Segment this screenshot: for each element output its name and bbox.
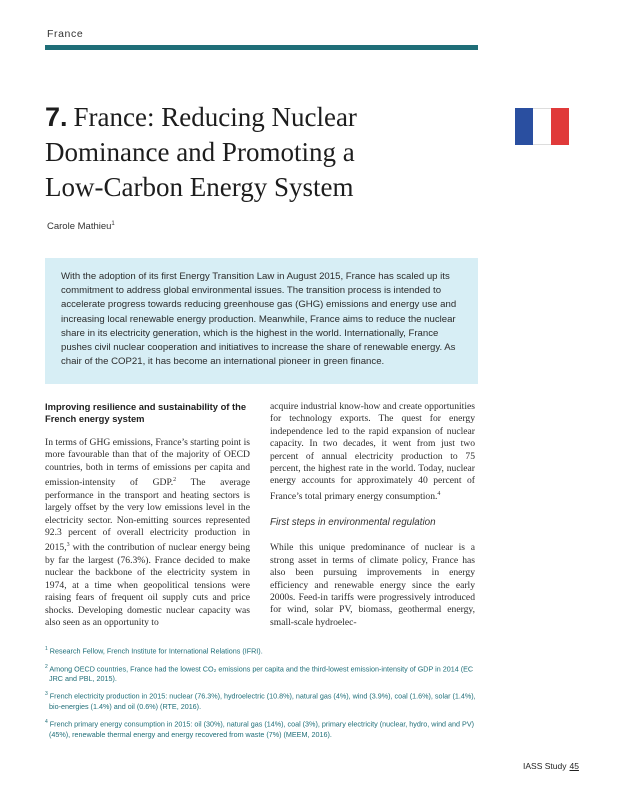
- footnote-ref-2[interactable]: 2: [173, 477, 177, 484]
- author-name: Carole Mathieu: [47, 221, 112, 233]
- left-column: [45, 401, 250, 629]
- footnote-1: $^1$ Research Fellow, French Institute for International Relations (IFRI).: [45, 646, 263, 656]
- right-column: [270, 401, 475, 629]
- french-flag-icon: [515, 108, 569, 145]
- title-line-2: Dominance and Promoting a: [45, 137, 355, 167]
- flag-red-band: [551, 108, 569, 145]
- header-rule: [45, 45, 478, 50]
- subheading: First steps in environmental regulation: [270, 517, 436, 529]
- author-note-ref: 1: [111, 221, 115, 227]
- footer-label: IASS Study: [523, 761, 567, 771]
- paragraph-3: While this unique predominance of nuclear is a strong asset in terms of climate policy, France has also been pursuing improvements in energy efficiency and renewable energy since the early 2000s. Feed-in tariffs were progressively introduced for wind, solar PV, biomass, geothermal energy, small-scale hydroelec-: [270, 542, 475, 628]
- title-line-1: France: Reducing Nuclear: [73, 102, 357, 132]
- footnote-4: $^4$ French primary energy consumption in 2015: oil (30%), natural gas (14%), coal (3%), primary electricity (nuclear, hydro, wind and PV) (45%), renewable thermal energy and energy recovered from waste (7%) (MEEM, 2016).: [45, 719, 475, 739]
- footnote-3: $^3$ French electricity production in 2015: nuclear (76.3%), hydroelectric (10.8%), natural gas (4%), wind (3.9%), coal (1.6%), solar (1.4%), bio-energies (1.4%) and oil (0.6%) (RTE, 2016).: [45, 691, 476, 711]
- page-number: 45: [569, 761, 579, 771]
- title-line-3: Low-Carbon Energy System: [45, 172, 354, 202]
- section-heading: Improving resilience and sustainability of the French energy system: [45, 401, 247, 424]
- abstract-box: [45, 258, 478, 384]
- page-footer: [523, 761, 579, 771]
- abstract-text: With the adoption of its first Energy Transition Law in August 2015, France has scaled up its commitment to address global environmental issues. The transition process is intended to accelerate progress towards reducing greenhouse gas (GHG) emissions and energy use and increasing local renewable energy production. Meanwhile, France aims to reduce the nuclear share in its electricity generation, which is the highest in the world. Internationally, France pushes civil nuclear cooperation and initiatives to increase the share of renewable energy. As chair of the COP21, it has become an international pioneer in green finance.: [61, 271, 457, 368]
- footnote-2: $^2$ Among OECD countries, France had the lowest CO₂ emissions per capita and the third-lowest emission-intensity of GDP in 2014 (EC JRC and PBL, 2015).: [45, 663, 474, 684]
- paragraph-1: In terms of GHG emissions, France’s starting point is more favourable than that of the majority of OECD countries, both in terms of emissions per capita and emission-intensity of GDP.$^2$ The average performance in the transport and heating sectors is largely offset by the very low emissions level in the electricity sector. Non-emitting sources represented 92.3 percent of overall electricity production in 2015,$^3$ with the contribution of nuclear energy being by far the largest (76.3%). France decided to make nuclear the backbone of the electricity system in 1974, at a time when geopolitical tensions were raising fears of frequent oil supply cuts and price shocks. Developing domestic nuclear capacity was also seen as an opportunity to: [45, 437, 250, 629]
- chapter-number: 7.: [45, 102, 68, 132]
- flag-white-band: [533, 108, 551, 145]
- author: [47, 221, 115, 232]
- chapter-title: [45, 100, 465, 205]
- footnotes: [45, 644, 485, 745]
- footnote-ref-3[interactable]: 3: [66, 542, 70, 549]
- flag-blue-band: [515, 108, 533, 145]
- running-head: France: [47, 28, 84, 40]
- footnote-ref-4[interactable]: 4: [437, 490, 441, 497]
- paragraph-2: acquire industrial know-how and create opportunities for technology exports. The quest for energy independence led to the rapid expansion of nuclear capacity. In two decades, it went from just two percent of annual electricity production to 75 percent, the highest rate in the world. Today, nuclear energy accounts for approximately 40 percent of France’s total primary energy consumption.$^4$: [270, 401, 475, 503]
